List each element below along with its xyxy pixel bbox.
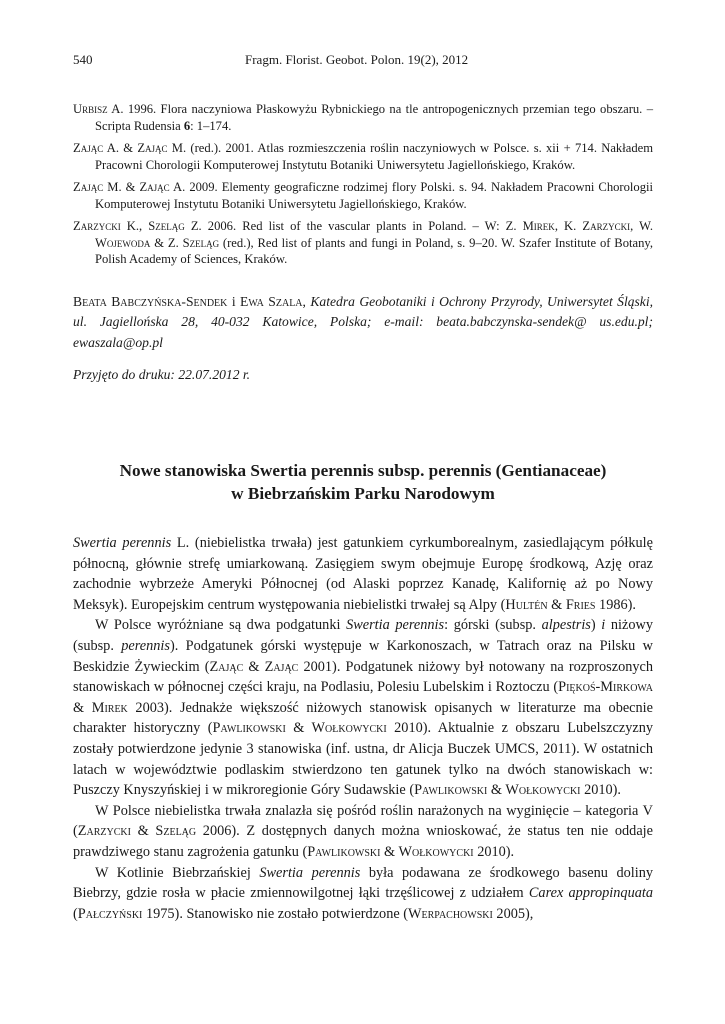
title-line: Nowe stanowiska Swertia perennis subsp. perennis (Gentianaceae): [119, 461, 607, 480]
affiliation-separator: ,: [302, 293, 311, 309]
body-paragraph: [73, 863, 653, 925]
article-title: [73, 459, 653, 505]
paragraph-text: W Polsce wyróżniane są dwa podgatunki: [95, 617, 347, 634]
paragraph-text: 2001). Podgatunek niżowy był notowany na rozproszonych stanowiskach w północnej części kraju, na Podlasiu, Polesiu Lubelskim i Roztoczu (: [73, 658, 654, 696]
citation: Pałczyński: [77, 905, 143, 922]
paragraph-text: 1975). Stanowisko nie zostało potwierdzone (: [142, 905, 409, 922]
reference-text: (red.), Red list of plants and fungi in Poland, s. 9–20. W. Szafer Institute of Botany, Polish Academy of Sciences, Kraków.: [95, 235, 653, 266]
reference-text: (red.). 2001. Atlas rozmieszczenia roślin naczyniowych w Polsce. s. xii + 714. Nakładem Pracowni Chorologii Komputerowej Instytutu Botaniki Uniwersytetu Jagiellońskiego, Kraków.: [95, 141, 653, 172]
author-affiliation: [73, 292, 653, 354]
reference-editor: Zarzycki: [582, 219, 631, 233]
affiliation-address: Katedra Geobotaniki i Ochrony Przyrody, Uniwersytet Śląski, ul. Jagiellońska 28, 40-032 Katowice, Polska; e-mail: beata.babczynska-sendek@ us.edu.pl; ewaszala@op.pl: [73, 293, 654, 350]
reference-pages: : 1–174.: [190, 118, 232, 133]
paragraph-text: 1986).: [595, 596, 636, 613]
species-name: Swertia perennis: [259, 864, 361, 881]
paragraph-text: 2010).: [473, 843, 515, 860]
citation: Zarzycki & Szeląg: [77, 823, 197, 840]
taxon-name: perennis: [121, 637, 170, 654]
reference-item: [73, 140, 653, 173]
reference-author: Zając M. & Zając A.: [73, 180, 186, 194]
paragraph-text: 2005),: [492, 905, 534, 922]
reference-author: Zarzycki K., Szeląg Z.: [73, 219, 202, 233]
paragraph-text: była podawana ze środkowego basenu doliny Biebrzy, gdzie rosła w płacie zmiennowilgotnej łąki trzęślicowej z udziałem: [73, 864, 654, 902]
reference-item: [73, 218, 653, 268]
body-paragraph: [73, 801, 653, 863]
body-paragraph: [73, 533, 653, 615]
reference-volume: 6: [183, 118, 191, 133]
reference-text: 2009. Elementy geograficzne rodzimej flory Polski. s. 94. Nakładem Pracowni Chorologii Komputerowej Instytutu Botaniki Uniwersytetu Jagiellońskiego, Kraków.: [95, 180, 653, 211]
taxon-name: alpestris: [541, 617, 591, 634]
article-page: [73, 52, 653, 924]
citation: Zając & Zając: [209, 658, 299, 675]
article-body: [73, 533, 653, 924]
citation: Pawlikowski & Wołkowycki: [212, 720, 387, 737]
page-number: 540: [73, 52, 93, 67]
paragraph-text: W Polsce niebielistka trwała znalazła się pośród roślin narażonych na wyginięcie – kategoria V (: [73, 802, 653, 840]
paragraph-text: 2010).: [580, 782, 622, 799]
italic-text: i: [601, 617, 606, 634]
reference-item: [73, 101, 653, 134]
reference-list: [73, 101, 653, 268]
citation: Piękoś-Mirkowa & Mirek: [73, 679, 653, 716]
reference-text: 1996. Flora naczyniowa Płaskowyżu Rybnickiego na tle antropogenicznych przemian tego obszaru. – Scripta Rudensia: [95, 102, 653, 133]
species-name: Carex appropinquata: [528, 885, 653, 902]
paragraph-text: 2003). Jednakże większość niżowych stanowisk opisanych w literaturze ma obecnie charakter historyczny (: [73, 699, 653, 737]
title-line: w Biebrzańskim Parku Narodowym: [231, 484, 495, 503]
citation: Werpachowski: [408, 905, 493, 922]
species-name: Swertia perennis: [346, 617, 445, 634]
paragraph-text: L. (niebielistka trwała) jest gatunkiem cyrkumborealnym, zasiedlającym półkulę północną, głównie strefę umiarkowaną. Zasięgiem swym obejmuje Europę środkową, Azję oraz zachodnie wybrzeże Ameryki Północnej (od Alaski poprzez Kanadę, Kalifornię aż po Nowy Meksyk). Europejskim centrum występowania niebielistki trwałej są Alpy (: [73, 535, 653, 613]
reference-editor: Szeląg: [182, 235, 220, 250]
journal-citation: Fragm. Florist. Geobot. Polon. 19(2), 2012: [245, 52, 469, 67]
reference-text: 2006. Red list of the vascular plants in Poland. – W: Z.: [201, 219, 523, 233]
citation: Pawlikowski & Wołkowycki: [307, 843, 474, 860]
citation: Hultén & Fries: [505, 596, 596, 613]
reference-author: Urbisz A.: [73, 102, 124, 116]
body-paragraph: [73, 615, 653, 800]
running-header: [73, 52, 653, 72]
paragraph-text: ). Podgatunek górski występuje w Karkonoszach, w Tatrach oraz na Pilsku w Beskidzie Żywieckim (: [73, 637, 654, 675]
reference-text: , W.: [630, 219, 653, 233]
paragraph-text: niżowy (subsp.: [73, 617, 653, 654]
paragraph-text: W Kotlinie Biebrzańskiej: [95, 864, 260, 881]
reference-author: Zając A. & Zając M.: [73, 141, 187, 155]
author-name: Ewa Szala: [240, 293, 303, 309]
accepted-date: Przyjęto do druku: 22.07.2012 r.: [73, 367, 251, 382]
paragraph-text: 2010). Aktualnie z obszaru Lubelszczyzny zostały potwierdzone jedynie 3 stanowiska (inf. ustna, dr Alicja Buczek UMCS, 2011). W ostatnich latach w województwie podlaskim stwierdzono ten gatunek tylko na dwóch stanowiskach w: Puszczy Knyszyńskiej i w mikroregionie Góry Sudawskie (: [73, 720, 654, 799]
paragraph-text: 2006). Z dostępnych danych można wnioskować, że status ten nie oddaje prawdziwego stanu zagrożenia gatunku (: [73, 823, 653, 860]
reference-item: [73, 179, 653, 212]
reference-editor: Wojewoda: [95, 235, 151, 250]
paragraph-text: ): [590, 617, 602, 634]
reference-text: & Z.: [150, 235, 183, 250]
author-conjunction: i: [227, 293, 241, 309]
paragraph-text: (: [73, 905, 78, 922]
reference-editor: Mirek: [522, 219, 555, 233]
citation: Pawlikowski & Wołkowycki: [414, 782, 581, 799]
paragraph-text: : górski (subsp.: [444, 617, 542, 634]
reference-text: , K.: [554, 219, 583, 233]
author-name: Beata Babczyńska-Sendek: [73, 293, 228, 309]
species-name: Swertia perennis: [73, 535, 172, 551]
